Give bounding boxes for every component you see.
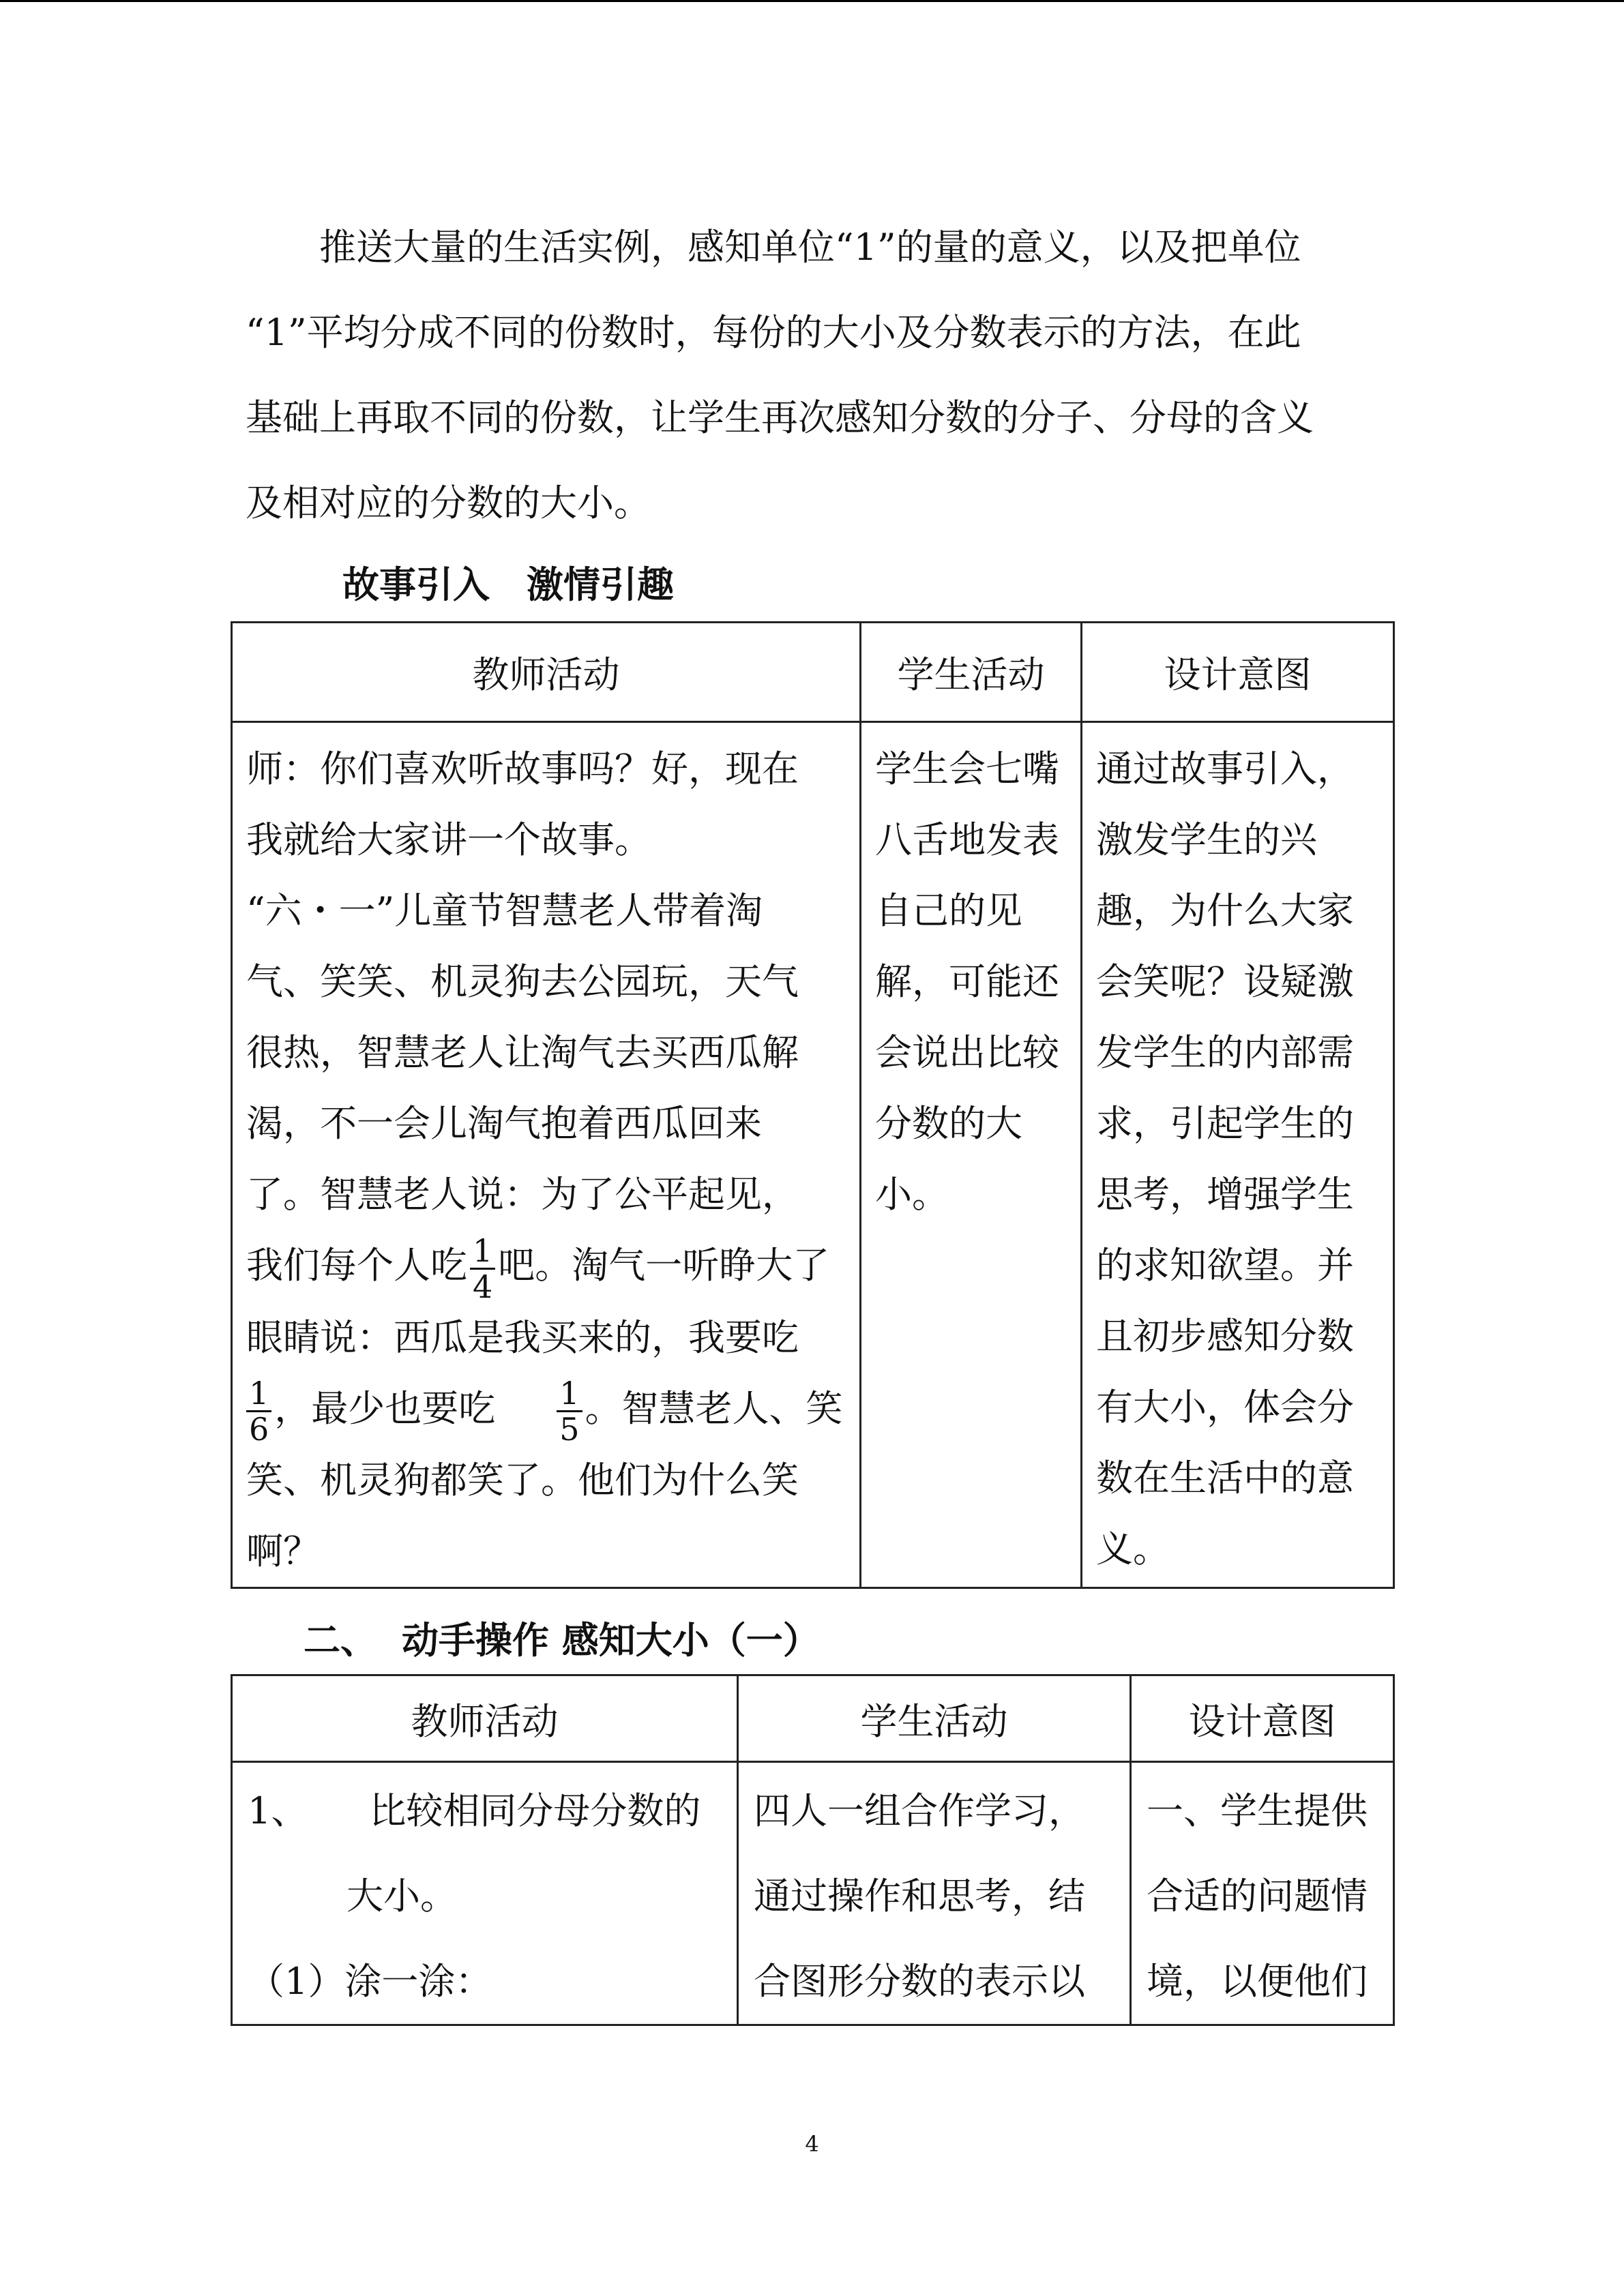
student-line: 会说出比较 bbox=[875, 1031, 1059, 1074]
intro-line-4: 及相对应的分数的大小。 bbox=[246, 481, 651, 524]
teacher-line: 很热，智慧老人让淘气去买西瓜解 bbox=[246, 1031, 799, 1074]
teacher-text: 。智慧老人、笑 bbox=[585, 1386, 843, 1430]
section2-header-row bbox=[232, 1675, 1394, 1762]
teacher-text: 吧。淘气一听睁大了 bbox=[498, 1244, 830, 1287]
teacher-activity-cell bbox=[232, 1762, 738, 2025]
design-line: 通过故事引入， bbox=[1096, 747, 1354, 790]
header-teacher-activity: 教师活动 bbox=[232, 1675, 738, 1762]
design-intent-cell bbox=[1131, 1762, 1394, 2025]
section1-table bbox=[231, 621, 1395, 1589]
teacher-line: 气、笑笑、机灵狗去公园玩，天气 bbox=[246, 960, 799, 1003]
section1-body-row bbox=[232, 722, 1394, 1588]
teacher-line: 了。智慧老人说：为了公平起见， bbox=[246, 1173, 799, 1216]
teacher-text: 我们每个人吃 bbox=[246, 1244, 467, 1287]
section2-table bbox=[231, 1674, 1395, 2026]
fraction-denominator: 6 bbox=[249, 1411, 269, 1448]
fraction-numerator: 1 bbox=[470, 1235, 495, 1270]
list-number: 1、 bbox=[248, 1789, 308, 1832]
teacher-activity-cell bbox=[232, 722, 861, 1588]
student-line: 合图形分数的表示以 bbox=[754, 1960, 1085, 2003]
section1-header-row bbox=[232, 623, 1394, 722]
student-activity-cell bbox=[861, 722, 1082, 1588]
intro-line-2: “1”平均分成不同的份数时，每份的大小及分数表示的方法，在此 bbox=[246, 311, 1301, 354]
fraction-denominator: 4 bbox=[473, 1268, 493, 1305]
header-student-activity: 学生活动 bbox=[861, 623, 1082, 722]
intro-paragraph bbox=[246, 205, 1378, 546]
student-line: 自己的见 bbox=[875, 889, 1022, 932]
design-line: 求，引起学生的 bbox=[1096, 1102, 1354, 1145]
section2-heading-number: 二、 bbox=[304, 1618, 377, 1662]
section2-heading-text: 动手操作 感知大小（一） bbox=[402, 1618, 820, 1662]
student-line: 分数的大 bbox=[875, 1102, 1022, 1145]
student-line: 小。 bbox=[875, 1173, 949, 1216]
student-line: 学生会七嘴 bbox=[875, 747, 1059, 790]
design-line: 发学生的内部需 bbox=[1096, 1031, 1354, 1074]
fraction-one-sixth bbox=[246, 1375, 271, 1448]
design-line: 激发学生的兴 bbox=[1096, 818, 1317, 861]
design-line: 且初步感知分数 bbox=[1096, 1315, 1354, 1358]
design-line: 趣，为什么大家 bbox=[1096, 889, 1354, 932]
teacher-line: 我就给大家讲一个故事。 bbox=[246, 818, 651, 861]
teacher-line: 眼睛说：西瓜是我买来的，我要吃 bbox=[246, 1315, 799, 1359]
intro-line-3: 基础上再取不同的份数，让学生再次感知分数的分子、分母的含义 bbox=[246, 396, 1314, 439]
page-number: 4 bbox=[805, 2131, 819, 2157]
teacher-line bbox=[248, 1768, 730, 1853]
design-line: 会笑呢？设疑激 bbox=[1096, 960, 1354, 1003]
student-line: 通过操作和思考，结 bbox=[754, 1875, 1085, 1918]
list-text: 比较相同分母分数的 bbox=[369, 1789, 701, 1832]
header-design-intent: 设计意图 bbox=[1082, 623, 1394, 722]
student-line: 解，可能还 bbox=[875, 960, 1059, 1003]
fraction-one-fifth bbox=[557, 1375, 582, 1448]
header-teacher-activity: 教师活动 bbox=[232, 623, 861, 722]
fraction-denominator: 5 bbox=[559, 1411, 580, 1448]
design-line: 境，以便他们 bbox=[1147, 1960, 1368, 2003]
design-line: 义。 bbox=[1096, 1527, 1170, 1570]
fraction-one-quarter bbox=[470, 1232, 495, 1305]
header-student-activity: 学生活动 bbox=[738, 1675, 1131, 1762]
teacher-line: （1）涂一涂： bbox=[248, 1960, 492, 2003]
teacher-line: 大小。 bbox=[346, 1875, 457, 1918]
teacher-line: 啊？ bbox=[246, 1530, 320, 1572]
design-line: 一、学生提供 bbox=[1147, 1789, 1368, 1832]
teacher-line: “六・一”儿童节智慧老人带着淘 bbox=[246, 889, 763, 932]
page-top-border bbox=[0, 0, 1624, 2]
design-line: 的求知欲望。并 bbox=[1096, 1244, 1354, 1287]
fraction-numerator: 1 bbox=[246, 1377, 271, 1412]
fraction-numerator: 1 bbox=[557, 1377, 582, 1412]
section2-body-row bbox=[232, 1762, 1394, 2025]
teacher-text: ，最少也要吃 bbox=[274, 1386, 496, 1430]
teacher-line-with-fraction bbox=[246, 1373, 850, 1446]
design-line: 思考，增强学生 bbox=[1096, 1173, 1354, 1216]
student-activity-cell bbox=[738, 1762, 1131, 2025]
design-line: 数在生活中的意 bbox=[1096, 1457, 1354, 1500]
design-intent-cell bbox=[1082, 722, 1394, 1588]
header-design-intent: 设计意图 bbox=[1131, 1675, 1394, 1762]
section1-heading: 故事引入 激情引趣 bbox=[342, 563, 674, 606]
section2-heading bbox=[304, 1611, 820, 1664]
design-line: 有大小，体会分 bbox=[1096, 1386, 1354, 1429]
design-line: 合适的问题情 bbox=[1147, 1875, 1368, 1918]
teacher-line: 笑、机灵狗都笑了。他们为什么笑 bbox=[246, 1459, 799, 1502]
teacher-line: 渴，不一会儿淘气抱着西瓜回来 bbox=[246, 1102, 762, 1145]
teacher-line-with-fraction bbox=[246, 1230, 850, 1305]
student-line: 四人一组合作学习， bbox=[754, 1789, 1085, 1832]
student-line: 八舌地发表 bbox=[875, 818, 1059, 861]
teacher-line: 师：你们喜欢听故事吗？好，现在 bbox=[246, 747, 799, 790]
intro-line-1: 推送大量的生活实例，感知单位“1”的量的意义，以及把单位 bbox=[319, 226, 1301, 269]
